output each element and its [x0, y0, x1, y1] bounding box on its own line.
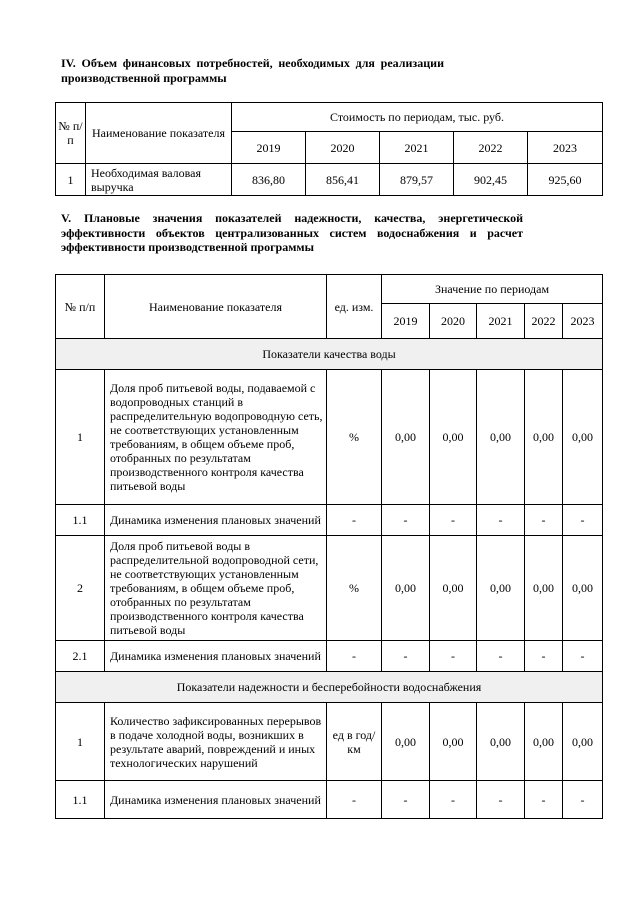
- indicators-table: [55, 274, 603, 819]
- table-row: [56, 641, 603, 672]
- row-value: -: [477, 641, 525, 672]
- row-value: 856,41: [306, 164, 380, 196]
- row-unit: %: [327, 536, 382, 641]
- row-num: 1: [56, 370, 105, 505]
- row-value: 0,00: [382, 536, 430, 641]
- row-value: 0,00: [382, 370, 430, 505]
- row-unit: -: [327, 505, 382, 536]
- row-value: 0,00: [477, 370, 525, 505]
- row-value: 0,00: [525, 703, 563, 781]
- row-name: Динамика изменения плановых значений: [105, 781, 327, 819]
- section-band-reliability: Показатели надежности и бесперебойности водоснабжения: [56, 672, 603, 703]
- row-num: 1: [56, 164, 86, 196]
- row-value: -: [563, 781, 603, 819]
- row-value: 0,00: [563, 536, 603, 641]
- row-value: -: [477, 505, 525, 536]
- row-value: 879,57: [380, 164, 454, 196]
- row-value: 0,00: [525, 536, 563, 641]
- row-value: -: [525, 505, 563, 536]
- header-name: Наименование показателя: [105, 275, 327, 339]
- row-value: -: [382, 505, 430, 536]
- row-value: -: [525, 641, 563, 672]
- row-value: 0,00: [563, 703, 603, 781]
- row-value: -: [525, 781, 563, 819]
- table-row: [56, 164, 603, 196]
- header-year: 2023: [528, 132, 603, 164]
- table-row: [56, 781, 603, 819]
- row-value: 902,45: [454, 164, 528, 196]
- row-unit: -: [327, 781, 382, 819]
- row-value: 925,60: [528, 164, 603, 196]
- row-unit: ед в год/ км: [327, 703, 382, 781]
- row-name: Количество зафиксированных перерывов в подаче холодной воды, возникших в результате аварий, повреждений и иных технологических нарушений: [105, 703, 327, 781]
- section-band-water-quality: Показатели качества воды: [56, 339, 603, 370]
- row-value: 0,00: [563, 370, 603, 505]
- header-year: 2022: [454, 132, 528, 164]
- table-row: [56, 703, 603, 781]
- header-num: № п/п: [56, 103, 86, 164]
- header-year: 2021: [380, 132, 454, 164]
- header-name: Наименование показателя: [86, 103, 232, 164]
- financial-needs-table: [55, 102, 603, 196]
- row-value: 0,00: [477, 536, 525, 641]
- header-unit: ед. изм.: [327, 275, 382, 339]
- row-value: -: [382, 781, 430, 819]
- row-value: 0,00: [430, 370, 477, 505]
- row-value: 0,00: [430, 703, 477, 781]
- row-value: -: [430, 505, 477, 536]
- section-4-heading: IV. Объем финансовых потребностей, необходимых для реализации производственной программы: [61, 56, 444, 85]
- row-num: 1.1: [56, 781, 105, 819]
- row-value: -: [563, 641, 603, 672]
- row-name: Доля проб питьевой воды, подаваемой с водопроводных станций в распределительную водопроводную сеть, не соответствующих установленным требованиям, в общем объеме проб, отобранных по результатам производственного контроля качества питьевой воды: [105, 370, 327, 505]
- row-value: 836,80: [232, 164, 306, 196]
- row-name: Необходимая валовая выручка: [86, 164, 232, 196]
- row-unit: %: [327, 370, 382, 505]
- row-num: 1: [56, 703, 105, 781]
- row-value: -: [430, 641, 477, 672]
- header-year: 2022: [525, 304, 563, 339]
- row-num: 1.1: [56, 505, 105, 536]
- row-value: 0,00: [430, 536, 477, 641]
- row-value: -: [382, 641, 430, 672]
- row-value: -: [563, 505, 603, 536]
- header-period-group: Значение по периодам: [382, 275, 603, 304]
- header-year: 2020: [430, 304, 477, 339]
- header-year: 2019: [232, 132, 306, 164]
- row-num: 2: [56, 536, 105, 641]
- header-year: 2023: [563, 304, 603, 339]
- row-name: Динамика изменения плановых значений: [105, 641, 327, 672]
- row-name: Доля проб питьевой воды в распределительной водопроводной сети, не соответствующих установленным требованиям, в общем объеме проб, отобранных по результатам производственного контроля качества питьевой воды: [105, 536, 327, 641]
- table-row: [56, 536, 603, 641]
- row-value: 0,00: [477, 703, 525, 781]
- row-num: 2.1: [56, 641, 105, 672]
- header-year: 2020: [306, 132, 380, 164]
- header-period-group: Стоимость по периодам, тыс. руб.: [232, 103, 603, 132]
- table-row: [56, 370, 603, 505]
- row-value: -: [430, 781, 477, 819]
- table-row: [56, 505, 603, 536]
- header-year: 2019: [382, 304, 430, 339]
- row-value: -: [477, 781, 525, 819]
- section-5-heading: V. Плановые значения показателей надежности, качества, энергетической эффективности объектов централизованных систем водоснабжения и расчет эффективности производственной программы: [61, 211, 523, 254]
- header-num: № п/п: [56, 275, 105, 339]
- row-unit: -: [327, 641, 382, 672]
- row-value: 0,00: [525, 370, 563, 505]
- header-year: 2021: [477, 304, 525, 339]
- row-name: Динамика изменения плановых значений: [105, 505, 327, 536]
- row-value: 0,00: [382, 703, 430, 781]
